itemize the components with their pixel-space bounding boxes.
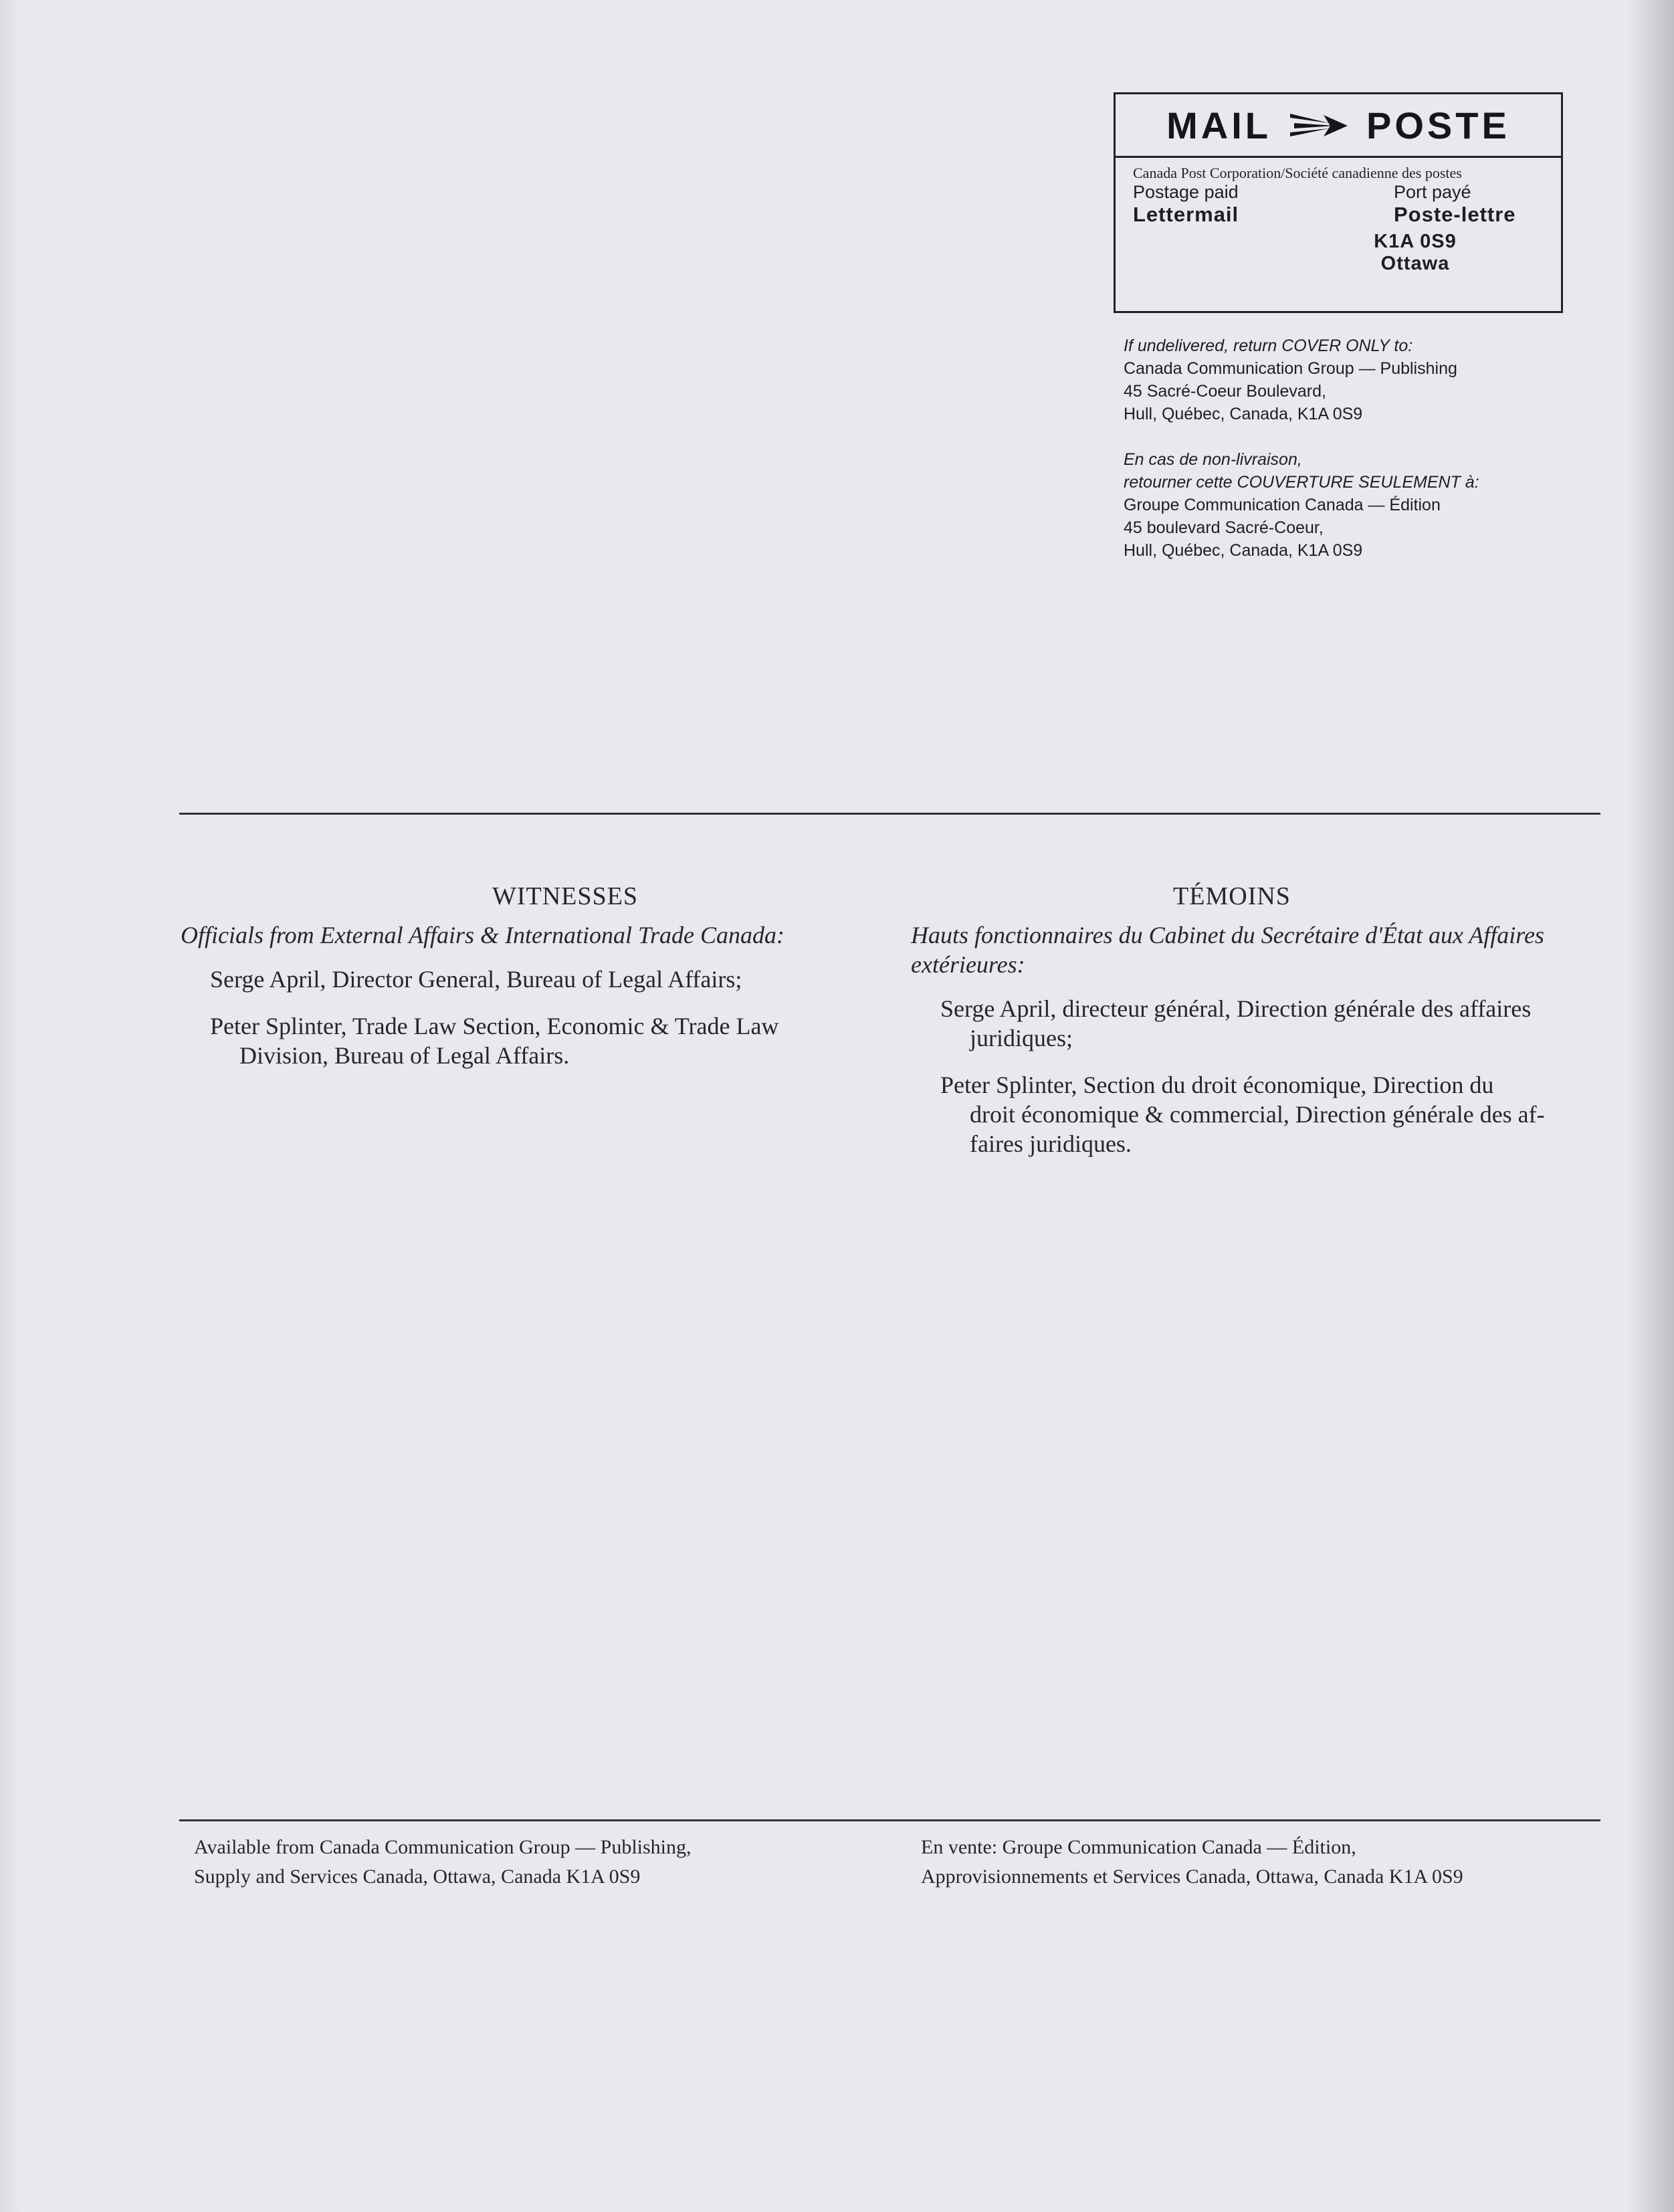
return-city-fr: Hull, Québec, Canada, K1A 0S9 (1124, 541, 1363, 560)
temoin-text: Serge April, directeur général, Direction générale des affaires (940, 995, 1532, 1022)
postage-paid-row (1133, 182, 1528, 203)
witnesses-en (181, 882, 883, 1088)
return-org-fr: Groupe Communication Canada — Édition (1124, 496, 1441, 514)
poste-word: POSTE (1366, 104, 1510, 146)
temoin-text-cont: juridiques; (970, 1025, 1073, 1051)
witness-text-cont: Division, Bureau of Legal Affairs. (239, 1042, 570, 1069)
witnesses-heading: WITNESSES (492, 882, 638, 910)
availability-fr-line2: Approvisionnements et Services Canada, Ottawa, Canada K1A 0S9 (921, 1866, 1463, 1888)
top-divider (179, 813, 1600, 815)
postal-destination (1269, 231, 1561, 275)
return-address-fr (1124, 448, 1565, 562)
mail-class-fr: Poste-lettre (1394, 203, 1516, 226)
witness-entry (210, 1011, 883, 1070)
temoin-entry (940, 994, 1593, 1053)
availability-fr-line1: En vente: Groupe Communication Canada — Édition, (921, 1836, 1356, 1858)
temoin-text: Peter Splinter, Section du droit économique, Direction du (940, 1072, 1494, 1098)
temoins-fr (911, 882, 1593, 1176)
return-org-en: Canada Communication Group — Publishing (1124, 359, 1457, 378)
postage-paid-fr: Port payé (1394, 182, 1471, 202)
postage-indicia-box (1114, 92, 1563, 313)
witness-text: Serge April, Director General, Bureau of Legal Affairs; (210, 966, 742, 993)
page-right-shadow (1627, 0, 1674, 2212)
availability-en-line1: Available from Canada Communication Group — Publishing, (194, 1836, 692, 1858)
postal-city: Ottawa (1380, 253, 1450, 274)
corporation-line: Canada Post Corporation/Société canadienne des postes (1133, 165, 1462, 181)
return-street-fr: 45 boulevard Sacré-Coeur, (1124, 518, 1324, 537)
witness-text: Peter Splinter, Trade Law Section, Economic & Trade Law (210, 1013, 779, 1039)
temoins-heading: TÉMOINS (1173, 882, 1291, 910)
return-address-en (1124, 334, 1565, 425)
temoin-text-cont: droit économique & commercial, Direction générale des af- (970, 1101, 1545, 1128)
availability-fr (921, 1833, 1603, 1892)
bottom-divider (179, 1819, 1600, 1821)
temoin-entry (940, 1070, 1593, 1159)
return-instruction-fr-1: En cas de non-livraison, (1124, 450, 1302, 469)
witnesses-subheading: Officials from External Affairs & International Trade Canada: (181, 922, 785, 948)
return-instruction-en: If undelivered, return COVER ONLY to: (1124, 336, 1413, 355)
return-instruction-fr-2: retourner cette COUVERTURE SEULEMENT à: (1124, 473, 1479, 492)
mail-poste-header (1116, 94, 1561, 158)
postage-paid-en: Postage paid (1133, 182, 1239, 202)
temoins-subheading: Hauts fonctionnaires du Cabinet du Secrétaire d'État aux Affaires extérieures: (911, 922, 1544, 978)
return-city-en: Hull, Québec, Canada, K1A 0S9 (1124, 405, 1363, 423)
canada-post-arrow-icon (1289, 108, 1349, 142)
postal-code: K1A 0S9 (1374, 231, 1457, 252)
temoin-text-cont: faires juridiques. (970, 1130, 1132, 1157)
mail-class-row (1133, 203, 1528, 227)
return-street-en: 45 Sacré-Coeur Boulevard, (1124, 382, 1326, 401)
availability-en (194, 1833, 863, 1892)
mail-word: MAIL (1166, 104, 1272, 146)
availability-en-line2: Supply and Services Canada, Ottawa, Canada K1A 0S9 (194, 1866, 641, 1888)
witness-entry (210, 965, 883, 994)
page-left-shadow (0, 0, 20, 2212)
mail-class-en: Lettermail (1133, 203, 1239, 226)
